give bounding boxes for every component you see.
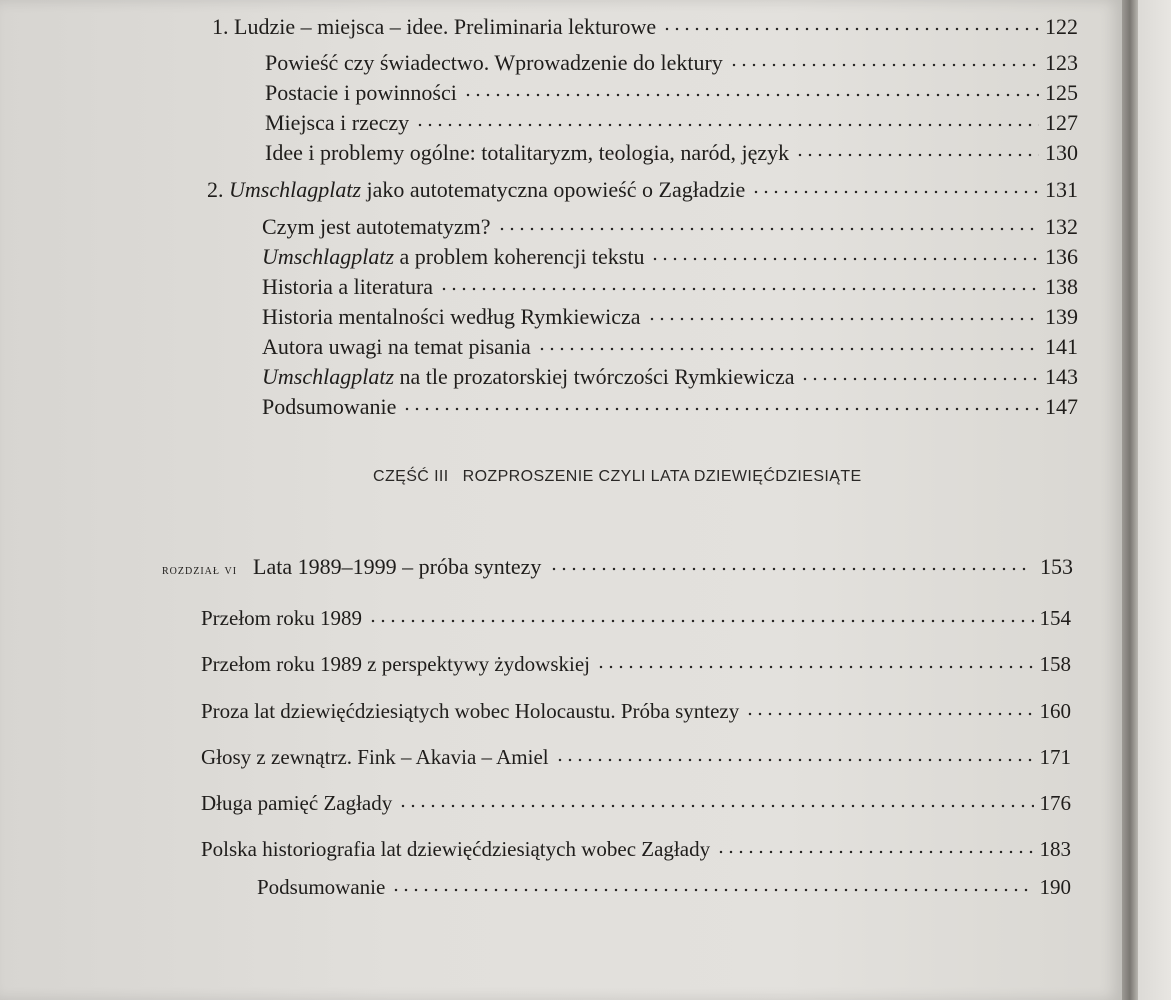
toc-entry-page: 131 xyxy=(1045,177,1078,202)
dot-leader xyxy=(398,789,1033,810)
toc-entry-number: 2. xyxy=(207,177,229,202)
toc-entry-page: 176 xyxy=(1039,791,1071,815)
toc-entry-title-rest: jako autotematyczna opowieść o Zagładzie xyxy=(361,177,746,202)
toc-entry-page: 125 xyxy=(1045,80,1078,105)
book-spine xyxy=(1122,0,1138,1000)
toc-entry-title: Powieść czy świadectwo. Wprowadzenie do lektury xyxy=(265,50,723,75)
part-title: ROZPROSZENIE CZYLI LATA DZIEWIĘĆDZIESIĄTE xyxy=(462,468,862,485)
toc-entry-title-rest: a problem koherencji tekstu xyxy=(394,244,645,269)
toc-entry xyxy=(262,242,1078,268)
toc-entry-title: Podsumowanie xyxy=(262,394,397,419)
toc-entry xyxy=(212,12,1078,38)
dot-leader xyxy=(662,12,1039,34)
toc-entry-title: Przełom roku 1989 z perspektywy żydowskiej xyxy=(201,652,591,676)
toc-entry xyxy=(257,873,1071,898)
dot-leader xyxy=(795,138,1039,160)
toc-entry-page: 122 xyxy=(1045,14,1078,39)
dot-leader xyxy=(463,78,1039,100)
toc-entry-title: Długa pamięć Zagłady xyxy=(201,791,393,815)
toc-entry-page: 158 xyxy=(1039,652,1071,676)
chapter-page: 153 xyxy=(1040,554,1073,579)
part-label: CZĘŚĆ III xyxy=(373,468,449,485)
toc-entry-title: Podsumowanie xyxy=(257,875,386,899)
part-heading xyxy=(373,468,862,486)
toc-entry xyxy=(201,604,1071,629)
toc-entry xyxy=(265,108,1078,134)
toc-entry-title-rest: na tle prozatorskiej twórczości Rymkiewicza xyxy=(394,364,795,389)
chapter-entry xyxy=(162,552,1073,580)
toc-entry-title xyxy=(262,246,644,268)
toc-entry-italic-title: Umschlagplatz xyxy=(229,177,361,202)
toc-entry xyxy=(265,48,1078,74)
dot-leader xyxy=(800,362,1039,384)
toc-entry-page: 130 xyxy=(1045,140,1078,165)
dot-leader xyxy=(391,873,1033,894)
toc-entry-title: Proza lat dziewięćdziesiątych wobec Holocaustu. Próba syntezy xyxy=(201,699,740,723)
toc-entry xyxy=(201,697,1071,722)
toc-entry-title: Historia a literatura xyxy=(262,274,434,299)
toc-entry-page: 132 xyxy=(1045,214,1078,239)
dot-leader xyxy=(650,242,1039,264)
toc-entry xyxy=(262,332,1078,358)
toc-entry-title: Polska historiografia lat dziewięćdziesiątych wobec Zagłady xyxy=(201,837,711,861)
toc-entry-title: Historia mentalności według Rymkiewicza xyxy=(262,304,641,329)
dot-leader xyxy=(439,272,1039,294)
toc-entry-italic-title: Umschlagplatz xyxy=(262,364,394,389)
toc-entry-title: Miejsca i rzeczy xyxy=(265,110,410,135)
dot-leader xyxy=(537,332,1039,354)
toc-entry-page: 160 xyxy=(1039,699,1071,723)
toc-entry xyxy=(262,272,1078,298)
next-page-edge xyxy=(1138,0,1171,1000)
toc-entry xyxy=(265,138,1078,164)
toc-entry-title xyxy=(262,366,794,388)
toc-entry-title: Czym jest autotematyzm? xyxy=(262,214,491,239)
dot-leader xyxy=(751,175,1039,197)
toc-entry xyxy=(262,302,1078,328)
toc-entry-page: 183 xyxy=(1039,837,1071,861)
toc-entry xyxy=(262,362,1078,388)
toc-entry-page: 147 xyxy=(1045,394,1078,419)
chapter-label: rozdział vi xyxy=(162,563,238,578)
dot-leader xyxy=(647,302,1039,324)
dot-leader xyxy=(415,108,1039,130)
toc-entry xyxy=(265,78,1078,104)
toc-entry xyxy=(201,743,1071,768)
toc-entry-page: 190 xyxy=(1039,875,1071,899)
toc-entry xyxy=(207,175,1078,201)
dot-leader xyxy=(555,743,1034,764)
dot-leader xyxy=(729,48,1039,70)
dot-leader xyxy=(549,552,1032,574)
toc-entry-title: Przełom roku 1989 xyxy=(201,606,362,630)
chapter-title: Lata 1989–1999 – próba syntezy xyxy=(253,554,542,579)
toc-entry xyxy=(201,650,1071,675)
dot-leader xyxy=(596,650,1033,671)
dot-leader xyxy=(497,212,1040,234)
toc-entry-title: Postacie i powinności xyxy=(265,80,457,105)
dot-leader xyxy=(368,604,1034,625)
toc-entry-title: Głosy z zewnątrz. Fink – Akavia – Amiel xyxy=(201,745,549,769)
toc-entry xyxy=(201,789,1071,814)
toc-entry-title xyxy=(207,179,745,201)
dot-leader xyxy=(402,392,1039,414)
toc-entry xyxy=(262,212,1078,238)
toc-entry-page: 171 xyxy=(1039,745,1071,769)
toc-entry-page: 141 xyxy=(1045,334,1078,359)
toc-entry-page: 123 xyxy=(1045,50,1078,75)
toc-entry xyxy=(201,835,1071,860)
dot-leader xyxy=(745,697,1033,718)
toc-entry-page: 139 xyxy=(1045,304,1078,329)
toc-entry-title: 1. Ludzie – miejsca – idee. Preliminaria lekturowe xyxy=(212,14,657,39)
toc-entry xyxy=(262,392,1078,418)
toc-entry-page: 136 xyxy=(1045,244,1078,269)
toc-entry-title: Idee i problemy ogólne: totalitaryzm, teologia, naród, język xyxy=(265,140,790,165)
toc-entry-page: 143 xyxy=(1045,364,1078,389)
dot-leader xyxy=(716,835,1033,856)
toc-entry-page: 154 xyxy=(1039,606,1071,630)
toc-entry-page: 138 xyxy=(1045,274,1078,299)
toc-entry-page: 127 xyxy=(1045,110,1078,135)
toc-entry-title: Autora uwagi na temat pisania xyxy=(262,334,531,359)
toc-entry-italic-title: Umschlagplatz xyxy=(262,244,394,269)
